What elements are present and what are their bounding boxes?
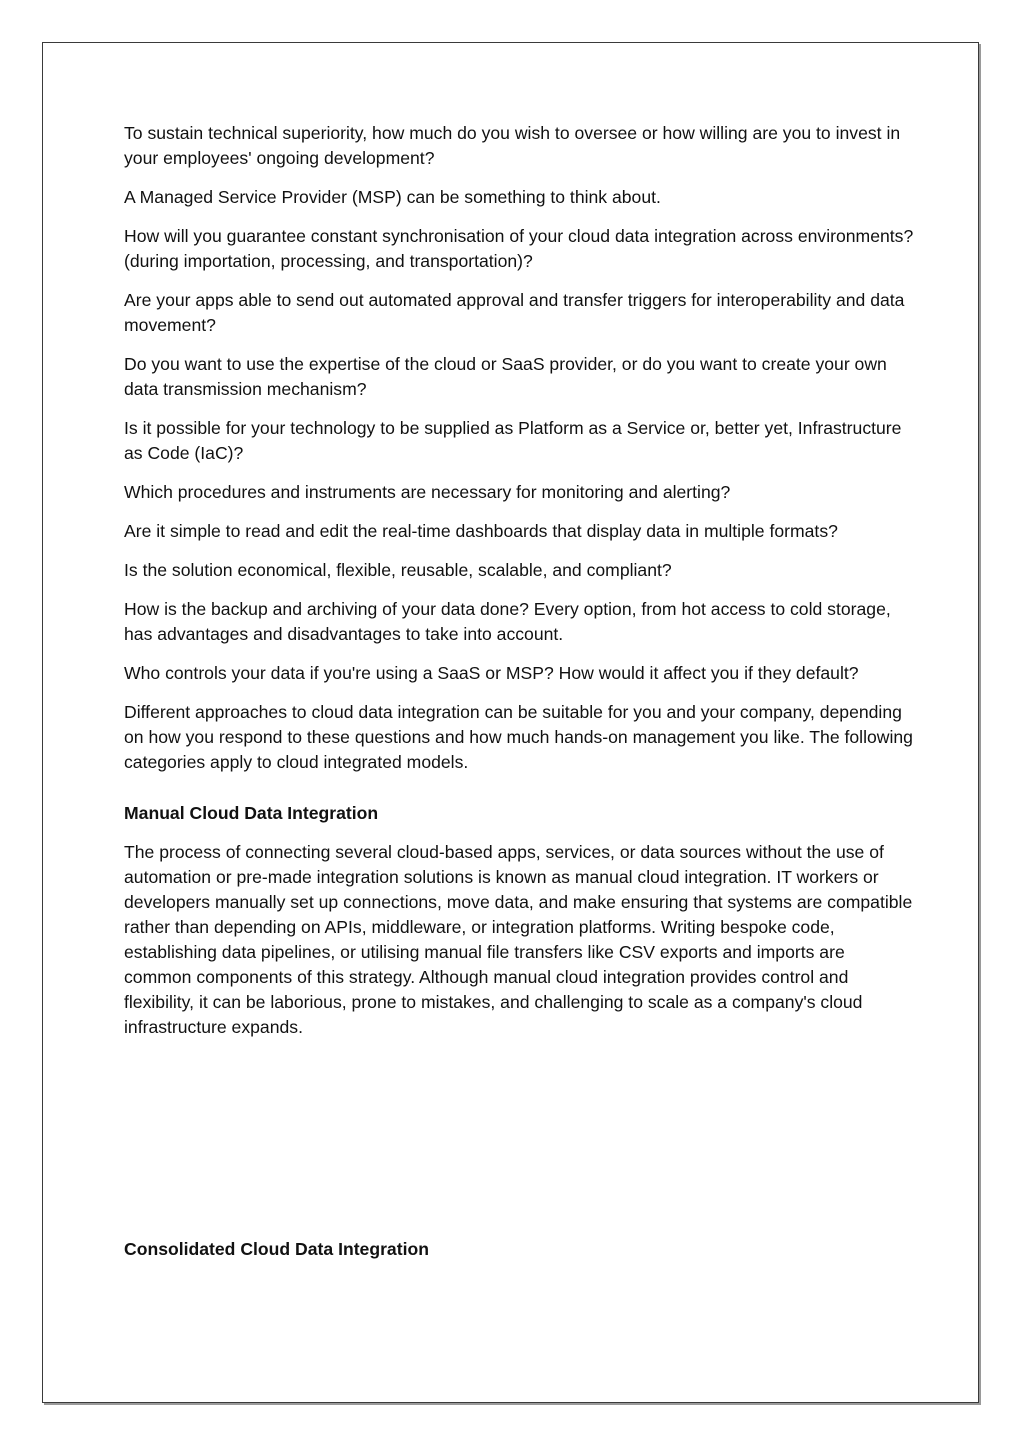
document-body	[124, 121, 914, 1054]
heading-consolidated-integration: Consolidated Cloud Data Integration	[124, 1239, 429, 1259]
paragraph-monitoring: Which procedures and instruments are necessary for monitoring and alerting?	[124, 482, 731, 502]
paragraph-dashboards: Are it simple to read and edit the real-time dashboards that display data in multiple formats?	[124, 521, 838, 541]
paragraph-expertise: Do you want to use the expertise of the cloud or SaaS provider, or do you want to create your own data transmission mechanism?	[124, 354, 887, 399]
paragraph-manual-integration: The process of connecting several cloud-based apps, services, or data sources without the use of automation or pre-made integration solutions is known as manual cloud integration. IT workers or developers manually set up connections, move data, and make ensuring that systems are compatible rather than depending on APIs, middleware, or integration platforms. Writing bespoke code, establishing data pipelines, or utilising manual file transfers like CSV exports and imports are common components of this strategy. Although manual cloud integration provides control and flexibility, it can be laborious, prone to mistakes, and challenging to scale as a company's cloud infrastructure expands.	[124, 842, 913, 1037]
paragraph-synchronisation: How will you guarantee constant synchronisation of your cloud data integration across environments? (during importation, processing, and transportation)?	[124, 226, 914, 271]
paragraph-backup: How is the backup and archiving of your data done? Every option, from hot access to cold storage, has advantages and disadvantages to take into account.	[124, 599, 891, 644]
paragraph-technical-superiority: To sustain technical superiority, how much do you wish to oversee or how willing are you to invest in your employees' ongoing development?	[124, 123, 901, 168]
paragraph-data-control: Who controls your data if you're using a SaaS or MSP? How would it affect you if they default?	[124, 663, 859, 683]
paragraph-solution: Is the solution economical, flexible, reusable, scalable, and compliant?	[124, 560, 672, 580]
paragraph-paas-iac: Is it possible for your technology to be supplied as Platform as a Service or, better yet, Infrastructure as Code (IaC)?	[124, 418, 902, 463]
heading-manual-integration: Manual Cloud Data Integration	[124, 803, 379, 823]
paragraph-msp: A Managed Service Provider (MSP) can be something to think about.	[124, 187, 661, 207]
paragraph-triggers: Are your apps able to send out automated approval and transfer triggers for interoperability and data movement?	[124, 290, 905, 335]
paragraph-approaches: Different approaches to cloud data integration can be suitable for you and your company, depending on how you respond to these questions and how much hands-on management you like. The following categories apply to cloud integrated models.	[124, 702, 913, 772]
